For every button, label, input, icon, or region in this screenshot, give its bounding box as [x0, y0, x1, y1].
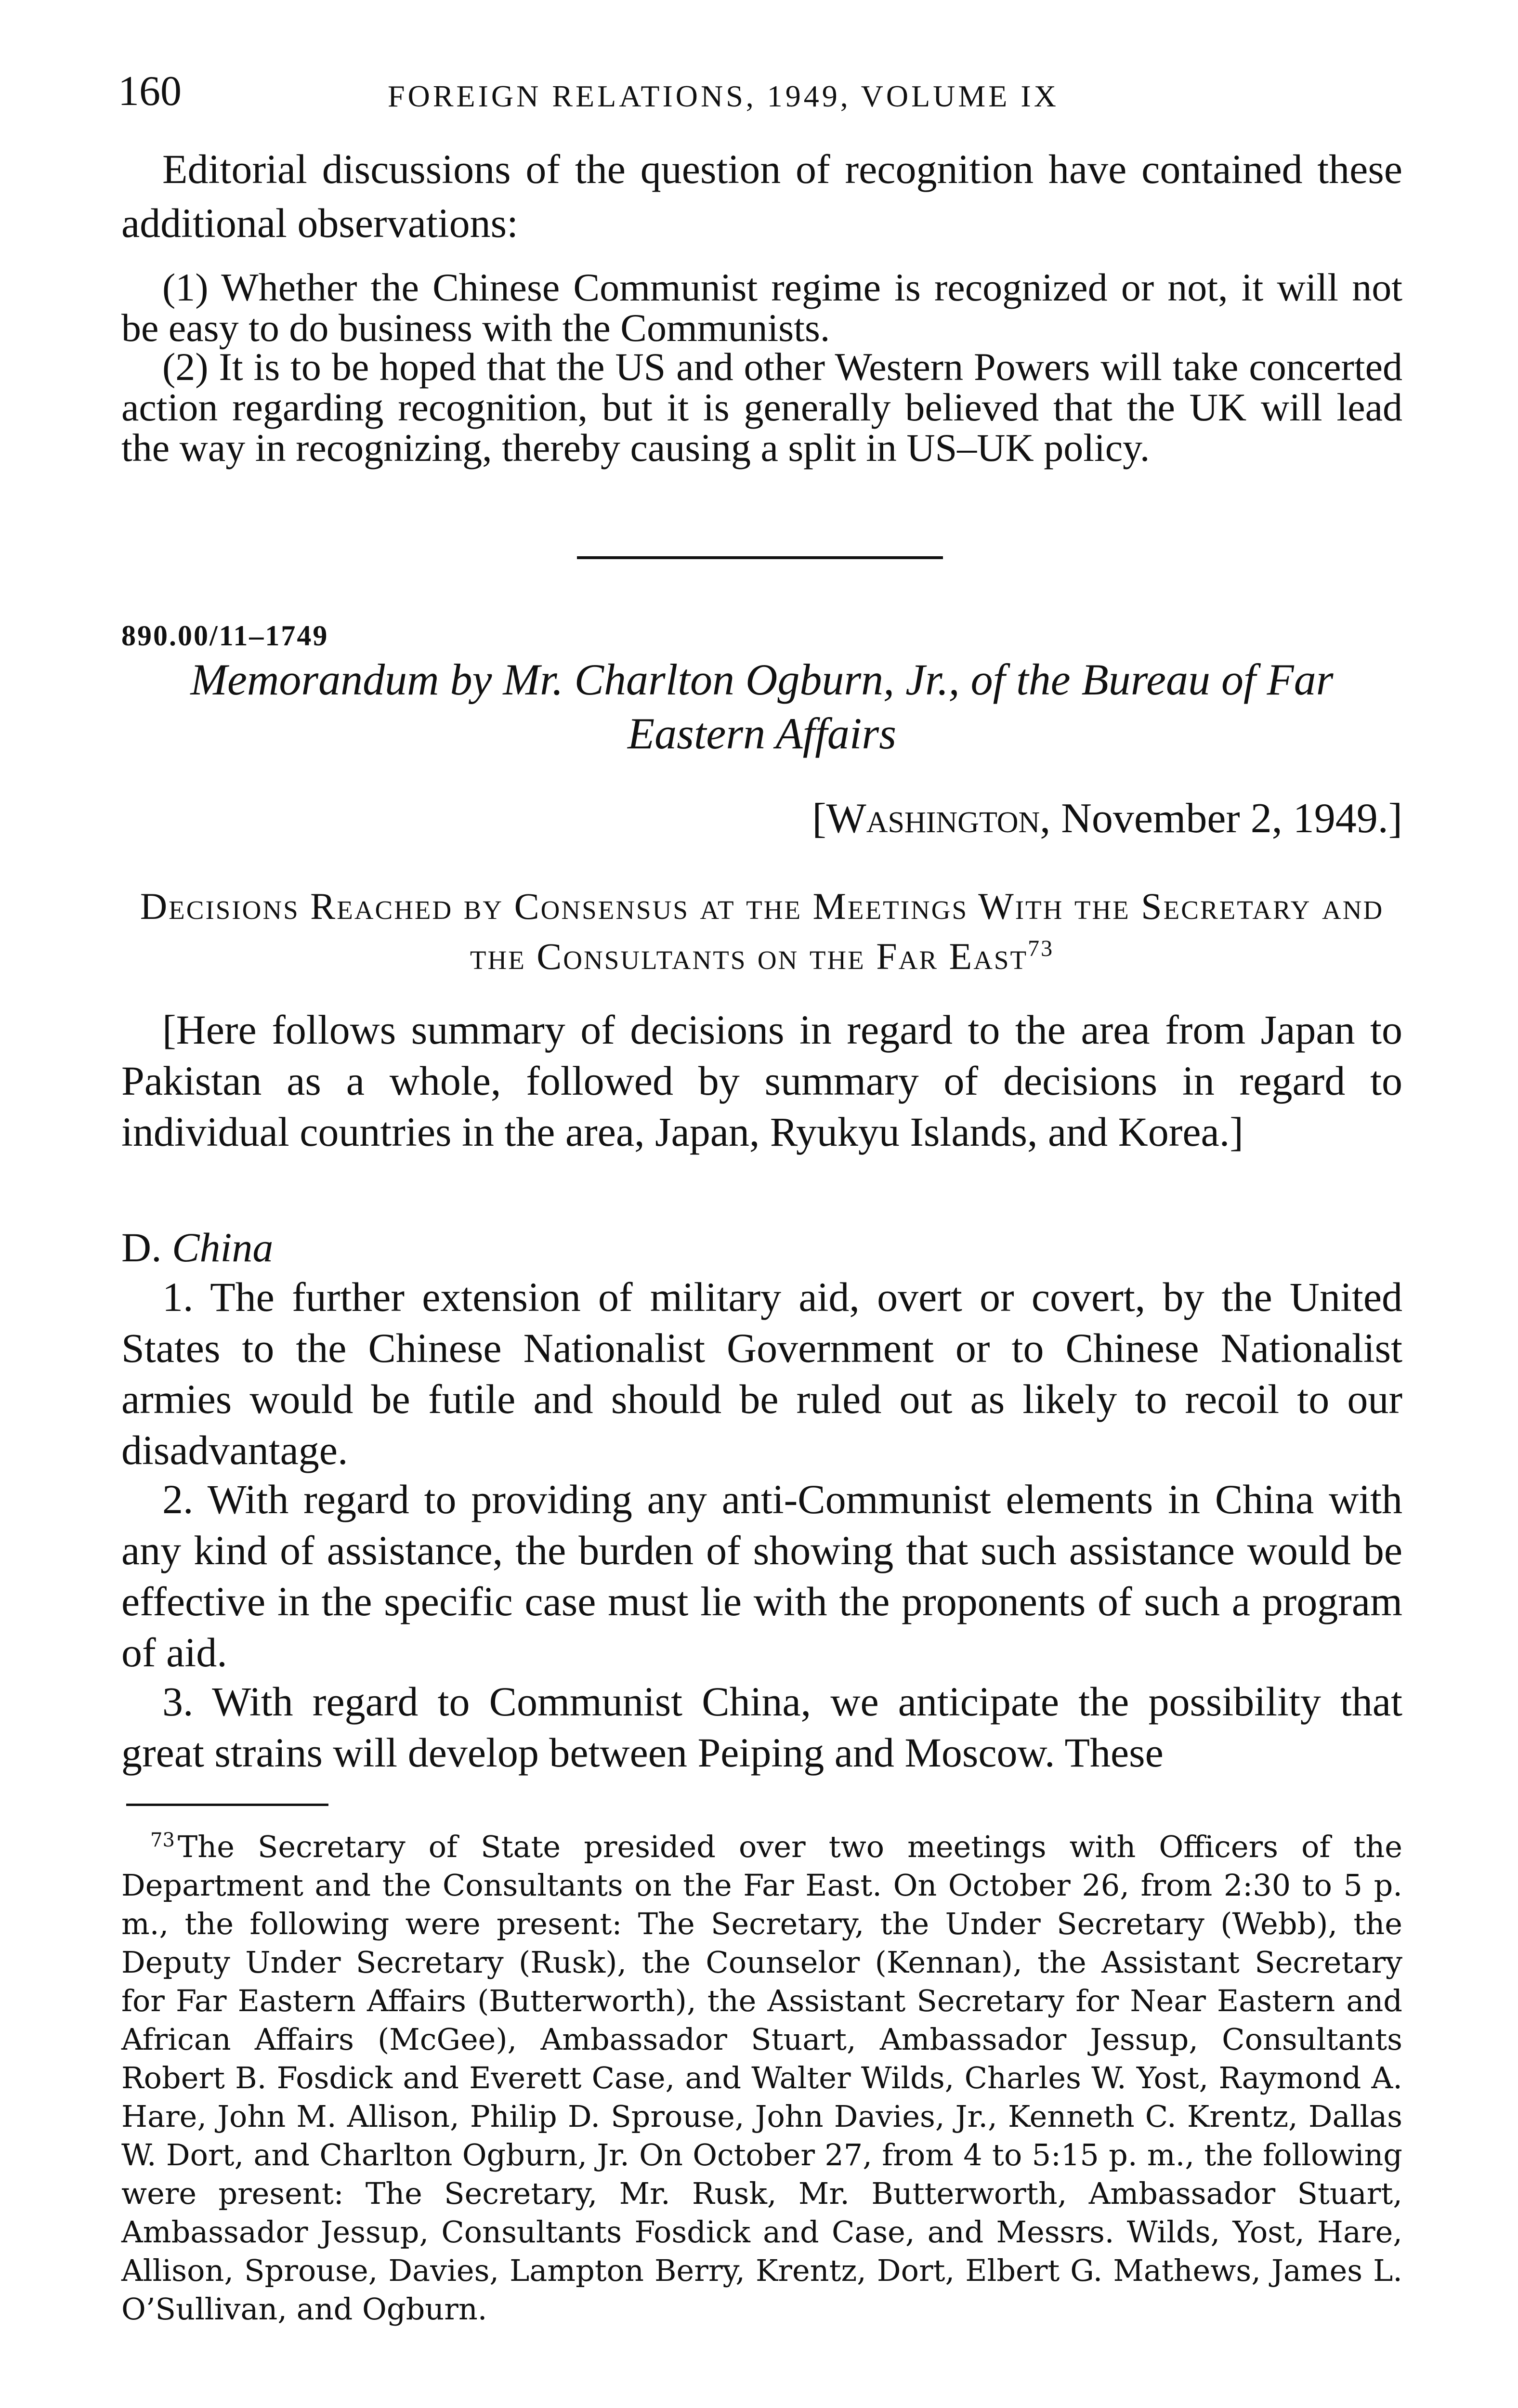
file-number: 890.00/11–1749 — [121, 620, 329, 652]
decisions-heading-text: Decisions Reached by Consensus at the Meetings With the Secretary and the Consultants on the Far East — [140, 885, 1384, 977]
decision-point-3: 3. With regard to Communist China, we anticipate the possibility that great strains will develop between Peiping and Moscow. These — [121, 1678, 1402, 1776]
memo-title: Memorandum by Mr. Charlton Ogburn, Jr., of the Bureau of Far Eastern Affairs — [190, 655, 1334, 758]
decisions-heading — [121, 881, 1402, 982]
section-name: China — [172, 1224, 274, 1270]
running-head: FOREIGN RELATIONS, 1949, VOLUME IX — [388, 79, 1059, 113]
footnote-mark: 73 — [150, 1829, 175, 1852]
editorial-bracket-note: [Here follows summary of decisions in regard to the area from Japan to Pakistan as a whole, followed by summary of decisions in regard to individual countries in the area, Japan, Ryukyu Islands, and Korea.] — [121, 1007, 1402, 1155]
observation-1: (1) Whether the Chinese Communist regime is recognized or not, it will not be easy to do business with the Communists. — [121, 265, 1402, 350]
section-heading — [121, 1223, 273, 1271]
decision-point-2: 2. With regard to providing any anti-Communist elements in China with any kind of assistance, the burden of showing that such assistance would be effective in the specific case must lie with the proponents of such a program of aid. — [121, 1476, 1402, 1675]
section-divider — [577, 556, 943, 559]
footnote-text: The Secretary of State presided over two meetings with Officers of the Department and the Consultants on the Far East. On October 26, from 2:30 to 5 p. m., the following were present: The Secretary, the Under Secretary (Webb), the Deputy Under Secretary (Rusk), the Counselor (Kennan), the Assistant Secretary for Far Eastern Affairs (Butterworth), the Assistant Secretary for Near Eastern and African Affairs (McGee), Ambassador Stuart, Ambassador Jessup, Consultants Robert B. Fosdick and Everett Case, and Walter Wilds, Charles W. Yost, Raymond A. Hare, John M. Allison, Philip D. Sprouse, John Davies, Jr., Kenneth C. Krentz, Dallas W. Dort, and Charlton Ogburn, Jr. On October 27, from 4 to 5:15 p. m., the following were present: The Secretary, Mr. Rusk, Mr. Butterworth, Ambassador Stuart, Ambassador Jessup, Consultants Fosdick and Case, and Messrs. Wilds, Yost, Hare, Allison, Sprouse, Davies, Lampton Berry, Krentz, Dort, Elbert G. Mathews, James L. O’Sullivan, and Ogburn. — [121, 1829, 1402, 2327]
footnote-reference: 73 — [1028, 936, 1054, 961]
footnote-divider — [126, 1804, 328, 1806]
decision-point-1: 1. The further extension of military aid, overt or covert, by the United States to the Chinese Nationalist Government or to Chinese Nationalist armies would be futile and should be ruled out as likely to recoil to our disadvantage. — [121, 1274, 1402, 1473]
dateline-place: Washington — [826, 795, 1040, 842]
dateline-open: [ — [812, 795, 826, 842]
dateline — [812, 795, 1402, 843]
section-letter: D. — [121, 1224, 162, 1270]
observation-2: (2) It is to be hoped that the US and other Western Powers will take concerted action regarding recognition, but it is generally believed that the UK will lead the way in recognizing, thereby causing a split in US–UK policy. — [121, 345, 1402, 470]
intro-paragraph: Editorial discussions of the question of recognition have contained these additional observations: — [121, 146, 1402, 246]
footnote — [121, 1828, 1402, 2329]
dateline-date: , November 2, 1949.] — [1040, 795, 1402, 842]
page-number: 160 — [118, 68, 182, 115]
page-header — [118, 58, 1399, 116]
